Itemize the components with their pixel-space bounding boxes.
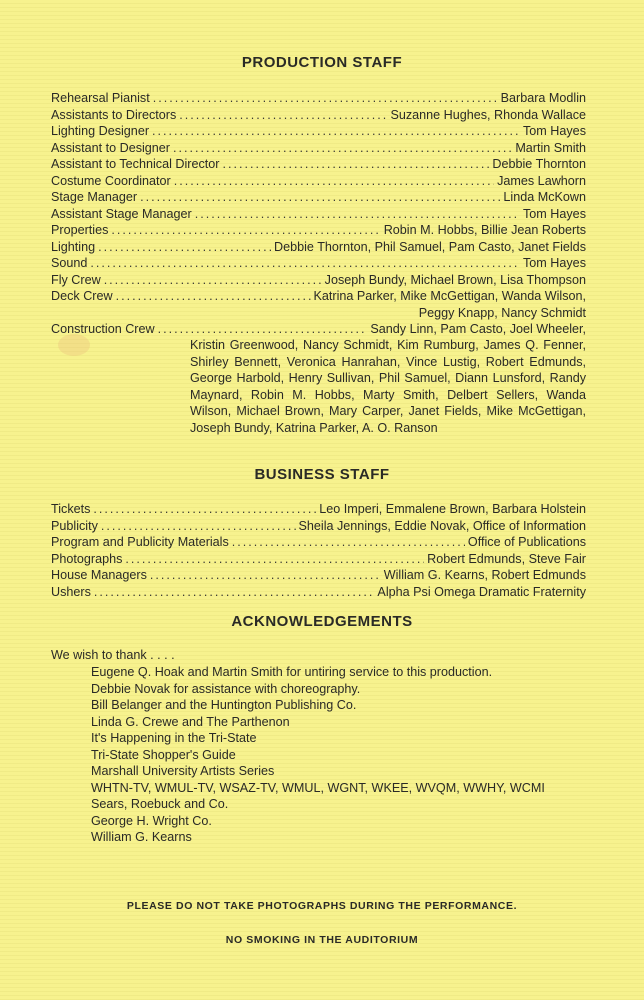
staff-role: Tickets	[51, 502, 91, 516]
list-item: Linda G. Crewe and The Parthenon	[91, 714, 290, 729]
staff-row	[51, 534, 586, 551]
staff-role: Lighting	[51, 239, 96, 254]
business-staff-list	[51, 501, 586, 600]
staff-name: Sheila Jennings, Eddie Novak, Office of Information	[298, 518, 586, 533]
staff-row	[51, 140, 586, 157]
staff-name: Martin Smith	[515, 140, 586, 155]
staff-row	[51, 123, 586, 140]
staff-role: Ushers	[51, 584, 91, 599]
list-item: Debbie Novak for assistance with choreography.	[91, 681, 361, 696]
staff-row	[51, 518, 586, 535]
acknowledgements-intro: We wish to thank . . . .	[51, 648, 175, 662]
staff-name: Sandy Linn, Pam Casto, Joel Wheeler,	[370, 322, 586, 336]
production-staff-heading: PRODUCTION STAFF	[241, 54, 403, 71]
construction-crew-names: Kristin Greenwood, Nancy Schmidt, Kim Rumburg, James Q. Fenner, Shirley Bennett, Veronica Hanrahan, Vince Lustig, Robert Edmunds, George Harbold, Henry Sullivan, Phil Samuel, Diann Lunsford, Randy Maynard, Robin M. Hobbs, Marty Smith, Delbert Sellers, Wanda Wilson, Michael Brown, Mary Carper, Janet Fields, Mike McGettigan, Joseph Bundy, Katrina Parker, A. O. Ranson	[190, 338, 586, 435]
staff-name: James Lawhorn	[497, 173, 586, 188]
staff-role: Assistant to Designer	[51, 140, 170, 155]
no-photographs-notice: PLEASE DO NOT TAKE PHOTOGRAPHS DURING THE PERFORMANCE.	[126, 900, 518, 912]
staff-role: Assistants to Directors	[51, 107, 177, 122]
staff-row	[51, 222, 586, 239]
staff-role: Properties	[51, 223, 109, 237]
staff-row	[51, 239, 586, 256]
list-item: Bill Belanger and the Huntington Publishing Co.	[91, 698, 357, 712]
staff-name: Leo Imperi, Emmalene Brown, Barbara Holstein	[319, 502, 586, 516]
staff-name: Tom Hayes	[523, 206, 586, 221]
list-item: Marshall University Artists Series	[91, 764, 275, 778]
list-item: Sears, Roebuck and Co.	[91, 797, 229, 811]
staff-role: Fly Crew	[51, 272, 101, 287]
no-smoking-notice: NO SMOKING IN THE AUDITORIUM	[225, 934, 419, 946]
staff-row	[51, 288, 586, 305]
staff-name: Office of Publications	[467, 535, 586, 549]
staff-row	[51, 584, 586, 601]
staff-name: Barbara Modlin	[500, 91, 586, 105]
staff-name: Katrina Parker, Mike McGettigan, Wanda Wilson,	[313, 289, 586, 303]
staff-role: Assistant Stage Manager	[51, 206, 192, 221]
staff-name: Linda McKown	[503, 190, 586, 204]
acknowledgements-list	[91, 664, 591, 846]
staff-role: Publicity	[51, 518, 98, 533]
staff-role: Assistant to Technical Director	[51, 157, 220, 171]
staff-row	[51, 255, 586, 272]
production-staff-list	[51, 90, 586, 338]
staff-row	[51, 156, 586, 173]
staff-name: Suzanne Hughes, Rhonda Wallace	[390, 107, 586, 122]
staff-name: Debbie Thornton	[492, 157, 586, 171]
staff-role: Costume Coordinator	[51, 173, 171, 188]
deck-crew-continuation: Peggy Knapp, Nancy Schmidt	[418, 305, 586, 320]
list-item: WHTN-TV, WMUL-TV, WSAZ-TV, WMUL, WGNT, WKEE, WVQM, WWHY, WCMI	[91, 780, 545, 795]
staff-name: Robin M. Hobbs, Billie Jean Roberts	[383, 223, 586, 237]
staff-name: Tom Hayes	[523, 124, 586, 138]
staff-row	[51, 272, 586, 289]
staff-role: Rehearsal Pianist	[51, 91, 150, 105]
staff-row	[51, 501, 586, 518]
staff-row	[51, 189, 586, 206]
staff-name: Robert Edmunds, Steve Fair	[427, 551, 586, 566]
list-item: Tri-State Shopper's Guide	[91, 747, 236, 762]
staff-row	[51, 206, 586, 223]
staff-role: Construction Crew	[51, 322, 155, 336]
staff-role: House Managers	[51, 568, 147, 582]
staff-row	[51, 107, 586, 124]
staff-row	[51, 173, 586, 190]
list-item: William G. Kearns	[91, 830, 192, 844]
staff-name: Alpha Psi Omega Dramatic Fraternity	[377, 584, 586, 599]
staff-name: Tom Hayes	[523, 256, 586, 270]
list-item: Eugene Q. Hoak and Martin Smith for untiring service to this production.	[91, 665, 493, 679]
staff-role: Deck Crew	[51, 289, 113, 303]
staff-role: Photographs	[51, 551, 123, 566]
staff-role: Stage Manager	[51, 190, 138, 204]
staff-row	[51, 321, 586, 338]
list-item: It's Happening in the Tri-State	[91, 731, 257, 745]
staff-name: Joseph Bundy, Michael Brown, Lisa Thompson	[324, 272, 586, 287]
staff-role: Sound	[51, 256, 88, 270]
staff-row	[51, 90, 586, 107]
business-staff-heading: BUSINESS STAFF	[254, 466, 390, 483]
staff-role: Lighting Designer	[51, 124, 150, 138]
staff-role: Program and Publicity Materials	[51, 535, 229, 549]
staff-name: Debbie Thornton, Phil Samuel, Pam Casto, Janet Fields	[274, 239, 586, 254]
staff-row	[51, 551, 586, 568]
list-item: George H. Wright Co.	[91, 813, 212, 828]
staff-row	[51, 567, 586, 584]
staff-name: William G. Kearns, Robert Edmunds	[383, 568, 586, 582]
acknowledgements-heading: ACKNOWLEDGEMENTS	[231, 613, 413, 630]
